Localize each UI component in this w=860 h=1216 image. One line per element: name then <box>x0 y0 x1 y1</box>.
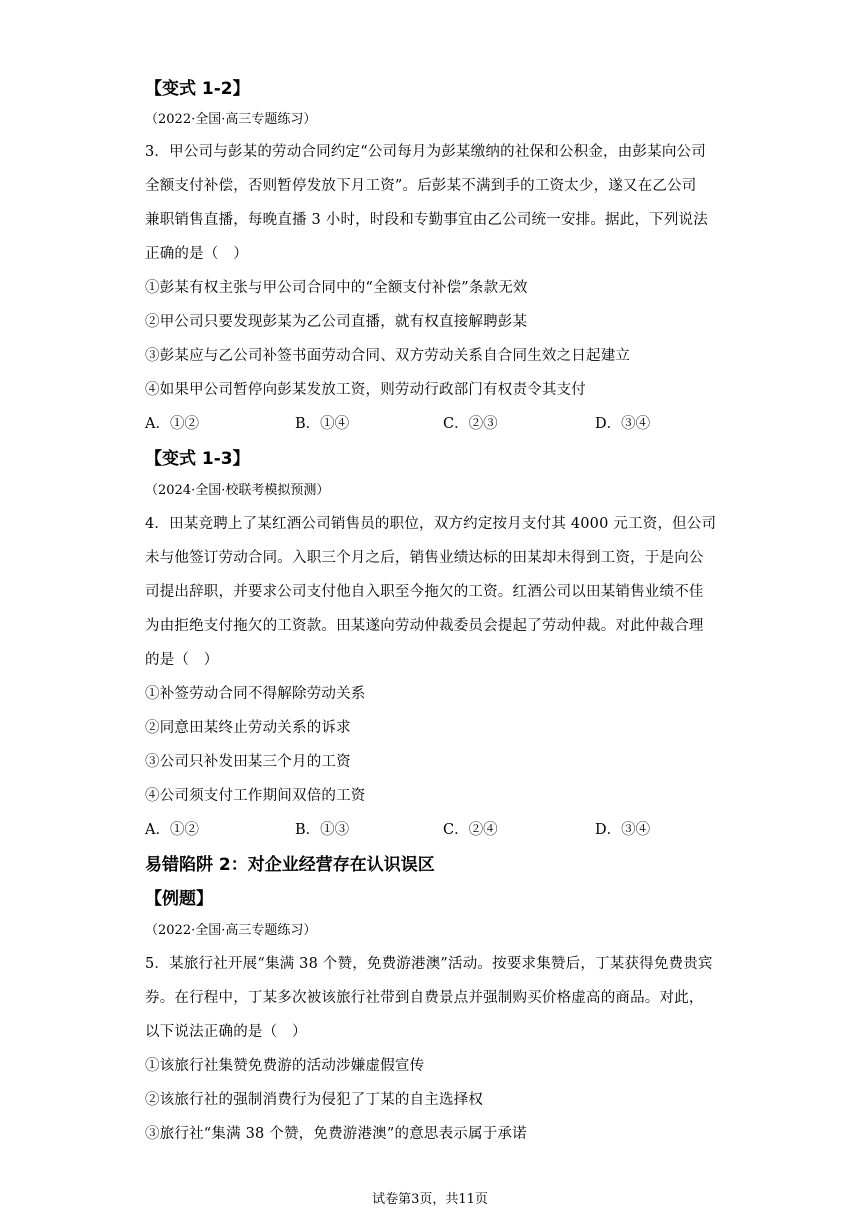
question-source: （2022·全国·高三专题练习） <box>145 112 317 127</box>
question-4-statement-3: ③公司只补发田某三个月的工资 <box>145 754 351 770</box>
question-4-line-4: 为由拒绝支付拖欠的工资款。田某遂向劳动仲裁委员会提起了劳动仲裁。对此仲裁合理 <box>145 618 704 634</box>
option-d: D．③④ <box>595 822 651 838</box>
question-source: （2024·全国·校联考模拟预测） <box>145 483 330 498</box>
question-3-line-3: 兼职销售直播，每晚直播 3 小时，时段和专勤事宜由乙公司统一安排。据此，下列说法 <box>145 212 708 228</box>
page-footer: 试卷第3页，共11页 <box>372 1192 488 1207</box>
question-3-line-2: 全额支付补偿，否则暂停发放下月工资”。后彭某不满到手的工资太少，遂又在乙公司 <box>145 178 697 194</box>
question-5-line-3: 以下说法正确的是（ ） <box>145 1024 307 1040</box>
trap-heading: 易错陷阱 2：对企业经营存在认识误区 <box>145 855 435 875</box>
section-heading-variant-1-2: 【变式 1-2】 <box>145 79 250 99</box>
section-heading-variant-1-3: 【变式 1-3】 <box>145 449 250 469</box>
question-3-statement-1: ①彭某有权主张与甲公司合同中的“全额支付补偿”条款无效 <box>145 280 528 296</box>
question-3-statement-2: ②甲公司只要发现彭某为乙公司直播，就有权直接解聘彭某 <box>145 314 528 330</box>
question-3-statement-4: ④如果甲公司暂停向彭某发放工资，则劳动行政部门有权责令其支付 <box>145 382 586 398</box>
question-4-line-5: 的是（ ） <box>145 652 219 668</box>
question-5-statement-3: ③旅行社“集满 38 个赞，免费游港澳”的意思表示属于承诺 <box>145 1126 527 1142</box>
question-4-statement-4: ④公司须支付工作期间双倍的工资 <box>145 788 366 804</box>
option-a: A．①② <box>145 416 199 432</box>
question-source: （2022·全国·高三专题练习） <box>145 923 317 938</box>
question-4-line-3: 司提出辞职，并要求公司支付他自入职至今拖欠的工资。红酒公司以田某销售业绩不佳 <box>145 584 704 600</box>
question-4-line-2: 未与他签订劳动合同。入职三个月之后，销售业绩达标的田某却未得到工资，于是向公 <box>145 550 704 566</box>
question-5-line-1: 5．某旅行社开展“集满 38 个赞，免费游港澳”活动。按要求集赞后，丁某获得免费贵宾 <box>145 956 713 972</box>
option-a: A．①② <box>145 822 199 838</box>
question-4-statement-1: ①补签劳动合同不得解除劳动关系 <box>145 686 366 702</box>
option-c: C．②③ <box>443 416 498 432</box>
section-heading-example: 【例题】 <box>145 889 213 909</box>
question-4-line-1: 4．田某竞聘上了某红酒公司销售员的职位，双方约定按月支付其 4000 元工资，但公司 <box>145 516 717 532</box>
option-b: B．①④ <box>295 416 350 432</box>
question-5-statement-1: ①该旅行社集赞免费游的活动涉嫌虚假宣传 <box>145 1058 425 1074</box>
question-5-statement-2: ②该旅行社的强制消费行为侵犯了丁某的自主选择权 <box>145 1092 484 1108</box>
question-4-statement-2: ②同意田某终止劳动关系的诉求 <box>145 720 351 736</box>
question-5-line-2: 券。在行程中，丁某多次被该旅行社带到自费景点并强制购买价格虚高的商品。对此， <box>145 990 704 1006</box>
option-d: D．③④ <box>595 416 651 432</box>
question-3-options <box>145 412 745 434</box>
option-c: C．②④ <box>443 822 498 838</box>
question-3-line-4: 正确的是（ ） <box>145 246 248 262</box>
question-3-statement-3: ③彭某应与乙公司补签书面劳动合同、双方劳动关系自合同生效之日起建立 <box>145 348 631 364</box>
question-3-line-1: 3．甲公司与彭某的劳动合同约定“公司每月为彭某缴纳的社保和公积金，由彭某向公司 <box>145 144 706 160</box>
option-b: B．①③ <box>295 822 350 838</box>
question-4-options <box>145 818 745 840</box>
